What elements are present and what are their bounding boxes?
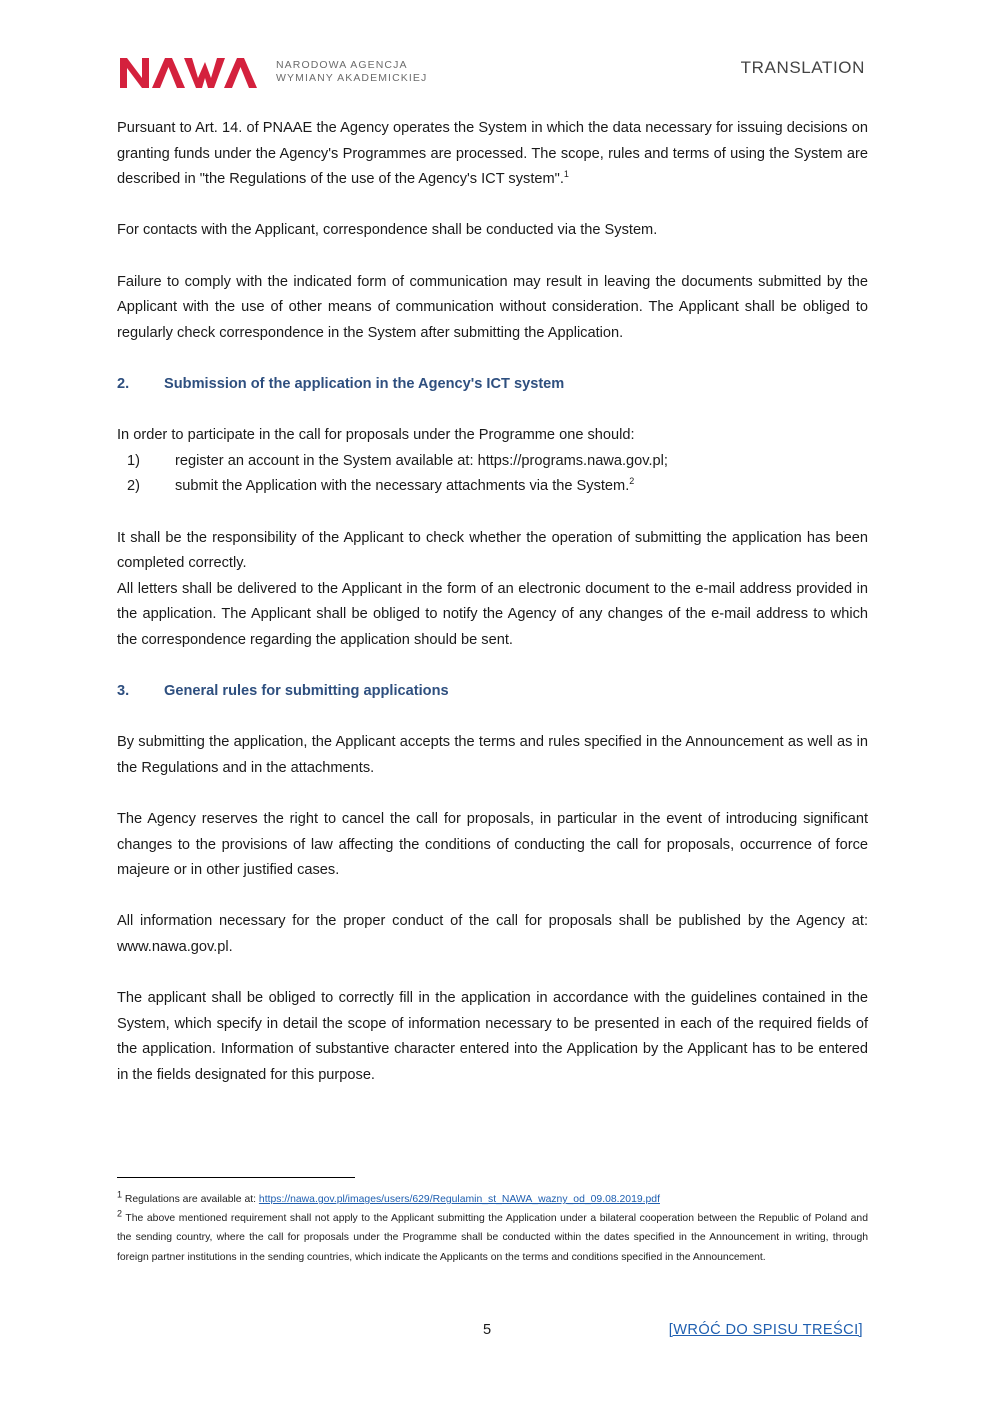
nawa-logo [118, 52, 427, 92]
section-title: Submission of the application in the Agency's ICT system [164, 375, 565, 392]
paragraph-contacts: For contacts with the Applicant, correspondence shall be conducted via the System. [117, 222, 658, 239]
list-text: submit the Application with the necessary attachments via the System.$^2$ [175, 476, 635, 495]
paragraph-fill-application: The applicant shall be obliged to correctly fill in the application in accordance with the guidelines contained in the System, which specify in detail the scope of information necessary to be presented in each of the required fields of the application. Information of substantive character entered into the Application by the Applicant has to be entered in the fields designated for this purpose. [117, 990, 868, 1083]
section-number: 3. [117, 683, 130, 700]
footnote-1: $^1$ Regulations are available at: https://nawa.gov.pl/images/users/629/Regulamin_st_NAWA_wazny_od_09.08.2019.pdf [117, 1189, 660, 1205]
paragraph-letters: All letters shall be delivered to the Applicant in the form of an electronic document to the e-mail address provided in the application. The Applicant shall be obliged to notify the Agency of any changes of the e-mail address to which the correspondence regarding the application should be sent. [117, 580, 868, 648]
footnote-2: $^2$ The above mentioned requirement shall not apply to the Applicant submitting the Application under a bilateral cooperation between the Republic of Poland and the sending country, where the call for proposals under the Programme shall be conducted within the dates specified in the Announcement in writing, through foreign partner institutions in the sending countries, which indicate the Applicants on the terms and conditions specified in the Announcement. [117, 1208, 868, 1263]
section-heading-3 [117, 679, 868, 705]
regulations-link[interactable]: https://nawa.gov.pl/images/users/629/Regulamin_st_NAWA_wazny_od_09.08.2019.pdf [258, 1194, 660, 1205]
section-title: General rules for submitting applications [164, 683, 449, 700]
paragraph-cancel-right: The Agency reserves the right to cancel the call for proposals, in particular in the event of introducing significant changes to the provisions of law affecting the conditions of conducting the call for proposals, occurrence of force majeure or in other justified cases. [117, 811, 868, 879]
paragraph-participation: In order to participate in the call for proposals under the Programme one should: [117, 427, 635, 444]
document-body [117, 116, 868, 1089]
nawa-wordmark-icon [118, 54, 266, 90]
footnote-ref-1[interactable]: 1 [563, 169, 569, 180]
list-text: register an account in the System available at: https://programs.nawa.gov.pl; [175, 452, 668, 469]
paragraph-communication-failure: Failure to comply with the indicated form of communication may result in leaving the documents submitted by the Applicant with the use of other means of communication without consideration. The Applicant shall be obliged to regularly check correspondence in the System after submitting the Application. [117, 273, 868, 341]
paragraph-system-operation: Pursuant to Art. 14. of PNAAE the Agency operates the System in which the data necessary for issuing decisions on granting funds under the Agency's Programmes are processed. The scope, rules and terms of using the System are described in "the Regulations of the use of the Agency's ICT system".$^1$ [117, 120, 868, 188]
paragraph-responsibility: It shall be the responsibility of the Applicant to check whether the operation of submitting the application has been completed correctly. [117, 529, 868, 572]
logo-subtitle-line1: NARODOWA AGENCJA [276, 59, 408, 71]
footnote-ref-2[interactable]: 2 [629, 476, 635, 487]
footnote-divider [117, 1177, 355, 1178]
list-item [117, 474, 868, 500]
footnotes [117, 1190, 868, 1267]
back-to-toc-link[interactable]: [WRÓĆ DO SPISU TREŚCI] [668, 1322, 863, 1338]
page-number: 5 [483, 1322, 492, 1338]
section-heading-2 [117, 372, 868, 398]
logo-subtitle-line2: WYMIANY AKADEMICKIEJ [276, 72, 428, 84]
logo-subtitle [276, 59, 427, 85]
paragraph-publication: All information necessary for the proper conduct of the call for proposals shall be published by the Agency at: www.nawa.gov.pl. [117, 913, 868, 955]
section-number: 2. [117, 375, 130, 392]
list-number: 2) [127, 478, 140, 495]
paragraph-acceptance: By submitting the application, the Applicant accepts the terms and rules specified in the Announcement as well as in the Regulations and in the attachments. [117, 734, 868, 776]
translation-label: TRANSLATION [740, 58, 865, 77]
list-item [117, 449, 868, 475]
list-number: 1) [127, 452, 140, 469]
